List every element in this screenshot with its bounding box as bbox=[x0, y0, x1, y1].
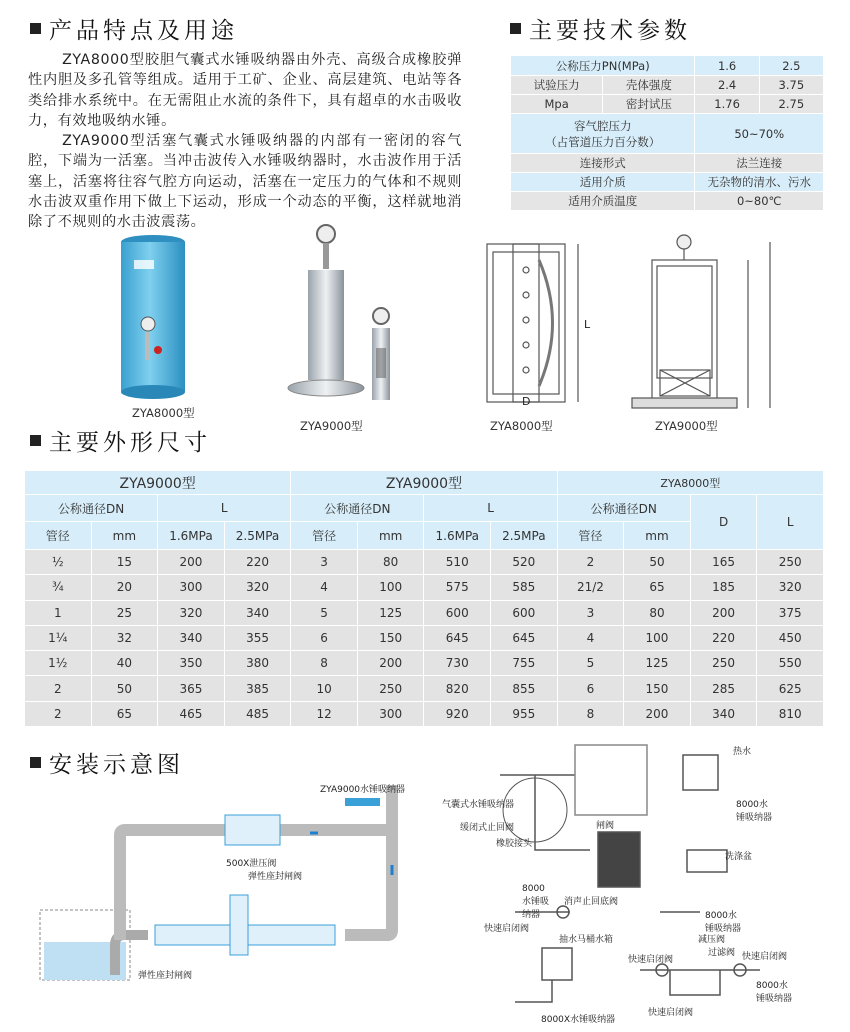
table-cell: 1 bbox=[25, 600, 92, 625]
table-cell: 8 bbox=[291, 651, 358, 676]
section-title-tech: 主要技术参数 bbox=[510, 12, 691, 45]
table-cell: 200 bbox=[690, 600, 757, 625]
label-silent: 消声止回底阀 bbox=[564, 897, 619, 907]
table-cell: 65 bbox=[91, 701, 158, 726]
zya8000-drawing bbox=[487, 244, 578, 410]
table-cell: 820 bbox=[424, 676, 491, 701]
table-cell: 520 bbox=[491, 550, 558, 575]
label-8000x: 8000X水锤吸纳器 bbox=[541, 1015, 616, 1025]
table-cell: 1¼ bbox=[25, 625, 92, 650]
table-cell: 6 bbox=[557, 676, 624, 701]
label-gate: 弹性座封闸阀 bbox=[248, 872, 303, 882]
table-cell: 550 bbox=[757, 651, 824, 676]
table-cell: 100 bbox=[357, 575, 424, 600]
table-cell: 300 bbox=[158, 575, 225, 600]
table-cell: 150 bbox=[624, 676, 691, 701]
label-rubber: 橡胶接头 bbox=[496, 839, 533, 849]
table-cell: 2 bbox=[557, 550, 624, 575]
label-500x: 500X泄压阀 bbox=[226, 859, 277, 869]
table-cell: 10 bbox=[291, 676, 358, 701]
label-sink: 洗涤盆 bbox=[725, 852, 753, 862]
label-quick: 快速启闭阀 bbox=[628, 955, 674, 965]
square-bullet-icon bbox=[510, 23, 521, 34]
table-cell: 375 bbox=[757, 600, 824, 625]
table-row bbox=[25, 701, 824, 726]
table-cell: 3 bbox=[291, 550, 358, 575]
table-cell: 600 bbox=[491, 600, 558, 625]
table-cell: 1½ bbox=[25, 651, 92, 676]
label-8000: 8000水锤吸纳器 bbox=[705, 911, 742, 934]
dimension-label-d: D bbox=[522, 395, 531, 408]
dimensions-table: ZYA9000型 ZYA9000型 ZYA8000型 公称通径DN L 公称通径DN L 公称通径DN D L 管径 mm 1.6MPa 2.5MPa 管径 mm 1.6MPa 2.5MPa 管径 mm ½ 15 200 220 3 80 510 520 2 50 165 250 ¾ 20 300 320 4 100 575 585 21/2 65 185 320 1 25 320 340 5 125 600 600 3 80 200 375 1¼ 32 340 355 6 150 645 645 4 100 220 450 1½ 40 350 380 8 200 730 755 5 125 250 550 2 50 365 385 10 250 820 855 6 150 285 625 2 65 465 485 12 300 920 955 8 200 340 810 bbox=[24, 470, 824, 727]
table-cell: 25 bbox=[91, 600, 158, 625]
table-cell: 3 bbox=[557, 600, 624, 625]
table-cell: 2 bbox=[25, 701, 92, 726]
drawing-caption: ZYA8000型 bbox=[490, 419, 553, 433]
table-row bbox=[25, 600, 824, 625]
table-cell: 200 bbox=[357, 651, 424, 676]
table-cell: 510 bbox=[424, 550, 491, 575]
zya9000-drawing bbox=[632, 235, 770, 408]
table-cell: 12 bbox=[291, 701, 358, 726]
table-cell: 50 bbox=[91, 676, 158, 701]
table-cell: 125 bbox=[357, 600, 424, 625]
table-cell: ¾ bbox=[25, 575, 92, 600]
pump-station-diagram bbox=[20, 770, 440, 1020]
label-hot: 热水 bbox=[733, 747, 752, 757]
label-8000: 8000水锤吸纳器 bbox=[736, 800, 773, 823]
square-bullet-icon bbox=[30, 23, 41, 34]
table-cell: 80 bbox=[624, 600, 691, 625]
intro-paragraph: ZYA8000型胶胆气囊式水锤吸纳器由外壳、高级合成橡胶弹性内胆及多孔管等组成。适用于工矿、企业、高层建筑、电站等各类给排水系统中。在无需阻止水流的条件下，具有超卓的水击吸收力，有效地吸纳水锤。 bbox=[28, 52, 462, 129]
table-cell: 100 bbox=[624, 625, 691, 650]
table-cell: 955 bbox=[491, 701, 558, 726]
table-cell: 200 bbox=[158, 550, 225, 575]
label-gate-valve: 闸阀 bbox=[596, 821, 615, 831]
table-cell: 340 bbox=[158, 625, 225, 650]
product-photos bbox=[100, 220, 460, 420]
table-cell: 645 bbox=[491, 625, 558, 650]
table-row bbox=[25, 651, 824, 676]
section-title-dims: 主要外形尺寸 bbox=[30, 424, 211, 457]
table-cell: 4 bbox=[557, 625, 624, 650]
table-cell: 485 bbox=[224, 701, 291, 726]
table-cell: 920 bbox=[424, 701, 491, 726]
zya8000-photo bbox=[121, 235, 185, 399]
label-toilet: 抽水马桶水箱 bbox=[559, 935, 614, 945]
table-cell: 855 bbox=[491, 676, 558, 701]
label-quick: 快速启闭阀 bbox=[648, 1008, 694, 1018]
label-zya9000: ZYA9000水锤吸纳器 bbox=[320, 785, 406, 795]
table-cell: 15 bbox=[91, 550, 158, 575]
table-cell: 575 bbox=[424, 575, 491, 600]
table-cell: 21/2 bbox=[557, 575, 624, 600]
table-cell: 300 bbox=[357, 701, 424, 726]
dimension-label-l: L bbox=[584, 318, 591, 331]
table-cell: 80 bbox=[357, 550, 424, 575]
table-cell: 755 bbox=[491, 651, 558, 676]
table-cell: 20 bbox=[91, 575, 158, 600]
label-airbag: 气囊式水锤吸纳器 bbox=[442, 800, 515, 810]
table-cell: 50 bbox=[624, 550, 691, 575]
label-filter: 过滤阀 bbox=[708, 948, 736, 958]
table-row bbox=[25, 550, 824, 575]
label-quick: 快速启闭阀 bbox=[742, 952, 788, 962]
table-cell: 2 bbox=[25, 676, 92, 701]
table-cell: 730 bbox=[424, 651, 491, 676]
table-cell: 625 bbox=[757, 676, 824, 701]
table-cell: 5 bbox=[557, 651, 624, 676]
table-cell: 320 bbox=[757, 575, 824, 600]
table-cell: 365 bbox=[158, 676, 225, 701]
table-row bbox=[25, 676, 824, 701]
table-cell: 340 bbox=[690, 701, 757, 726]
table-cell: 150 bbox=[357, 625, 424, 650]
table-cell: 125 bbox=[624, 651, 691, 676]
square-bullet-icon bbox=[30, 757, 41, 768]
table-cell: 450 bbox=[757, 625, 824, 650]
table-cell: 220 bbox=[224, 550, 291, 575]
table-cell: 5 bbox=[291, 600, 358, 625]
table-cell: 600 bbox=[424, 600, 491, 625]
zya9000-photo bbox=[288, 225, 390, 400]
section-title-install: 安装示意图 bbox=[30, 746, 184, 779]
label-8000: 8000水锤吸纳器 bbox=[522, 884, 550, 920]
table-cell: 355 bbox=[224, 625, 291, 650]
table-cell: 645 bbox=[424, 625, 491, 650]
table-cell: 185 bbox=[690, 575, 757, 600]
label-quick: 快速启闭阀 bbox=[484, 924, 530, 934]
table-cell: 65 bbox=[624, 575, 691, 600]
table-row bbox=[25, 625, 824, 650]
table-cell: 32 bbox=[91, 625, 158, 650]
table-cell: 380 bbox=[224, 651, 291, 676]
label-8000: 8000水锤吸纳器 bbox=[756, 981, 793, 1004]
intro-text bbox=[28, 50, 462, 233]
table-cell: 220 bbox=[690, 625, 757, 650]
label-check: 缓闭式止回阀 bbox=[460, 823, 515, 833]
drawing-caption: ZYA9000型 bbox=[655, 419, 718, 433]
table-cell: 8 bbox=[557, 701, 624, 726]
table-cell: 165 bbox=[690, 550, 757, 575]
table-cell: 350 bbox=[158, 651, 225, 676]
product-caption: ZYA8000型 bbox=[132, 406, 195, 420]
technical-drawings bbox=[480, 230, 810, 410]
table-cell: 4 bbox=[291, 575, 358, 600]
table-cell: 250 bbox=[357, 676, 424, 701]
table-cell: 320 bbox=[158, 600, 225, 625]
table-cell: 585 bbox=[491, 575, 558, 600]
table-cell: 200 bbox=[624, 701, 691, 726]
table-cell: 250 bbox=[757, 550, 824, 575]
table-cell: 810 bbox=[757, 701, 824, 726]
label-reduce: 减压阀 bbox=[698, 935, 726, 945]
label-gate: 弹性座封闸阀 bbox=[138, 971, 193, 981]
table-cell: 340 bbox=[224, 600, 291, 625]
table-cell: 250 bbox=[690, 651, 757, 676]
table-cell: 40 bbox=[91, 651, 158, 676]
table-cell: 465 bbox=[158, 701, 225, 726]
tech-params-table: 公称压力PN(MPa) 1.6 2.5 试验压力 壳体强度 2.4 3.75 Mpa 密封试压 1.76 2.75 容气腔压力 （占管道压力百分数） 50~70% 连接形式 法兰连接 适用介质 无杂物的清水、污水 适用介质温度 0~80℃ bbox=[510, 55, 824, 211]
section-title-features: 产品特点及用途 bbox=[30, 12, 238, 45]
table-cell: ½ bbox=[25, 550, 92, 575]
table-cell: 6 bbox=[291, 625, 358, 650]
product-caption: ZYA9000型 bbox=[300, 419, 363, 433]
table-cell: 320 bbox=[224, 575, 291, 600]
square-bullet-icon bbox=[30, 435, 41, 446]
intro-paragraph: ZYA9000型活塞气囊式水锤吸纳器的内部有一密闭的容气腔，下端为一活塞。当冲击波传入水锤吸纳器时，水击波作用于活塞上，活塞将往容气腔方向运动，活塞在一定压力的气体和不规则水击波双重作用下做上下运动，形成一个动态的平衡，这样就地消除了不规则的水击波震荡。 bbox=[28, 133, 462, 231]
table-cell: 285 bbox=[690, 676, 757, 701]
table-row bbox=[25, 575, 824, 600]
table-cell: 385 bbox=[224, 676, 291, 701]
